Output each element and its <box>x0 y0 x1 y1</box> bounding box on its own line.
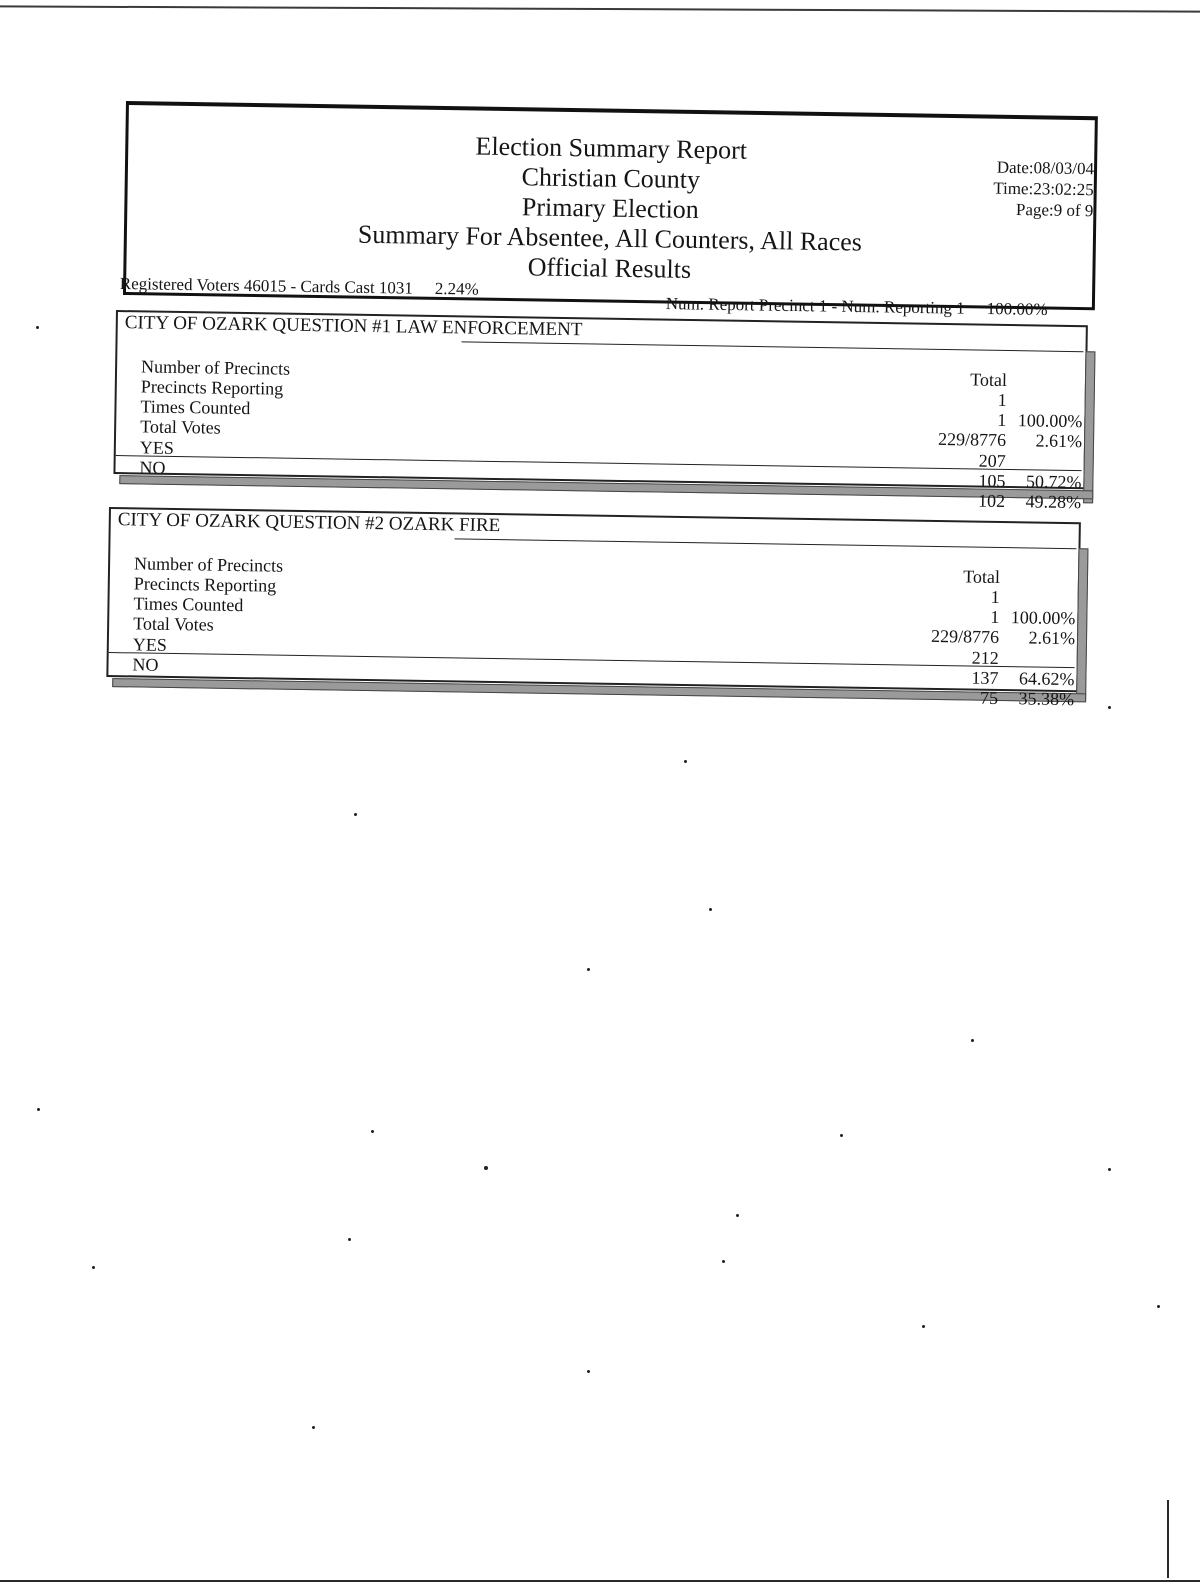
box-shadow-bottom <box>112 678 1086 702</box>
box-shadow-right <box>1083 351 1095 503</box>
total-header: Total <box>963 566 1001 588</box>
scan-speck <box>922 1325 925 1328</box>
page-number: Page:9 of 9 <box>1015 199 1094 221</box>
total-value: 207 <box>978 450 1006 471</box>
scan-edge-bottom <box>0 1580 1200 1582</box>
box-shadow-bottom <box>119 475 1093 499</box>
row-label: NO <box>139 457 166 478</box>
scan-speck <box>371 1130 374 1133</box>
summary-scope: Summary For Absentee, All Counters, All Races <box>357 219 863 257</box>
total-value: 75 <box>979 687 999 708</box>
scan-edge-right <box>1167 1500 1169 1578</box>
scan-speck <box>484 1166 488 1170</box>
percent-value: 2.61% <box>1028 627 1076 649</box>
row-label: Precincts Reporting <box>133 573 277 596</box>
election-name: Primary Election <box>521 192 700 225</box>
reporting-percent: 100.00% <box>986 299 1048 319</box>
total-value: 229/8776 <box>937 428 1007 450</box>
row-label: Total Votes <box>133 613 214 635</box>
percent-value: 100.00% <box>1010 607 1076 629</box>
scan-speck <box>37 1108 40 1111</box>
percent-value: 35.38% <box>1018 688 1075 710</box>
total-value: 1 <box>997 389 1007 411</box>
row-label: Times Counted <box>133 593 244 616</box>
row-label: NO <box>132 654 159 675</box>
scan-speck <box>1108 1168 1111 1171</box>
reporting-count: Num. Report Precinct 1 - Num. Reporting 1 <box>665 294 965 318</box>
report-title: Election Summary Report <box>475 131 748 165</box>
report-date: Date:08/03/04 <box>996 157 1095 179</box>
total-value: 137 <box>971 667 999 688</box>
row-label: Number of Precincts <box>140 356 291 379</box>
title-underline <box>455 538 1077 549</box>
row-label: Precincts Reporting <box>140 376 284 399</box>
row-label: Times Counted <box>140 396 251 419</box>
scan-speck <box>722 1260 725 1263</box>
scan-speck <box>36 326 39 329</box>
county-name: Christian County <box>521 162 701 195</box>
total-value: 105 <box>978 470 1006 491</box>
race-block <box>106 507 1081 710</box>
scan-speck <box>587 968 590 971</box>
row-label: Number of Precincts <box>133 553 284 576</box>
report-time: Time:23:02:25 <box>993 178 1094 200</box>
registered-cards: Registered Voters 46015 - Cards Cast 1031 <box>119 274 414 298</box>
title-underline <box>462 341 1084 352</box>
total-value: 1 <box>997 409 1007 430</box>
total-value: 212 <box>971 647 999 668</box>
results-status: Official Results <box>527 252 692 284</box>
scan-speck <box>709 908 712 911</box>
turnout-percent: 2.24% <box>434 278 479 299</box>
percent-value: 100.00% <box>1017 410 1083 432</box>
scan-speck <box>840 1134 843 1137</box>
total-value: 102 <box>977 490 1006 511</box>
box-shadow-right <box>1076 548 1088 700</box>
scan-speck <box>1157 1305 1160 1308</box>
percent-value: 49.28% <box>1025 491 1082 513</box>
row-separator <box>109 652 1075 668</box>
percent-value: 64.62% <box>1018 668 1075 690</box>
row-label: YES <box>139 437 175 458</box>
race-title: CITY OF OZARK QUESTION #2 OZARK FIRE <box>117 509 501 537</box>
total-value: 229/8776 <box>930 625 1000 647</box>
percent-value: 2.61% <box>1035 430 1083 452</box>
scan-speck <box>587 1370 590 1373</box>
row-label: Total Votes <box>140 416 221 438</box>
total-value: 1 <box>990 606 1000 627</box>
total-header: Total <box>970 369 1008 391</box>
percent-value: 50.72% <box>1025 471 1082 493</box>
scan-edge-top <box>0 5 1200 12</box>
scan-speck <box>312 1426 315 1429</box>
scan-speck <box>354 813 357 816</box>
race-block <box>113 310 1087 513</box>
total-value: 1 <box>990 586 1000 608</box>
row-separator <box>116 455 1082 471</box>
row-label: YES <box>132 634 168 655</box>
scan-speck <box>1108 706 1111 709</box>
scan-speck <box>736 1214 739 1217</box>
scan-speck <box>971 1039 974 1042</box>
scan-speck <box>684 760 687 763</box>
race-title: CITY OF OZARK QUESTION #1 LAW ENFORCEMENT <box>124 312 583 341</box>
scan-speck <box>348 1238 351 1241</box>
scan-speck <box>92 1266 95 1269</box>
